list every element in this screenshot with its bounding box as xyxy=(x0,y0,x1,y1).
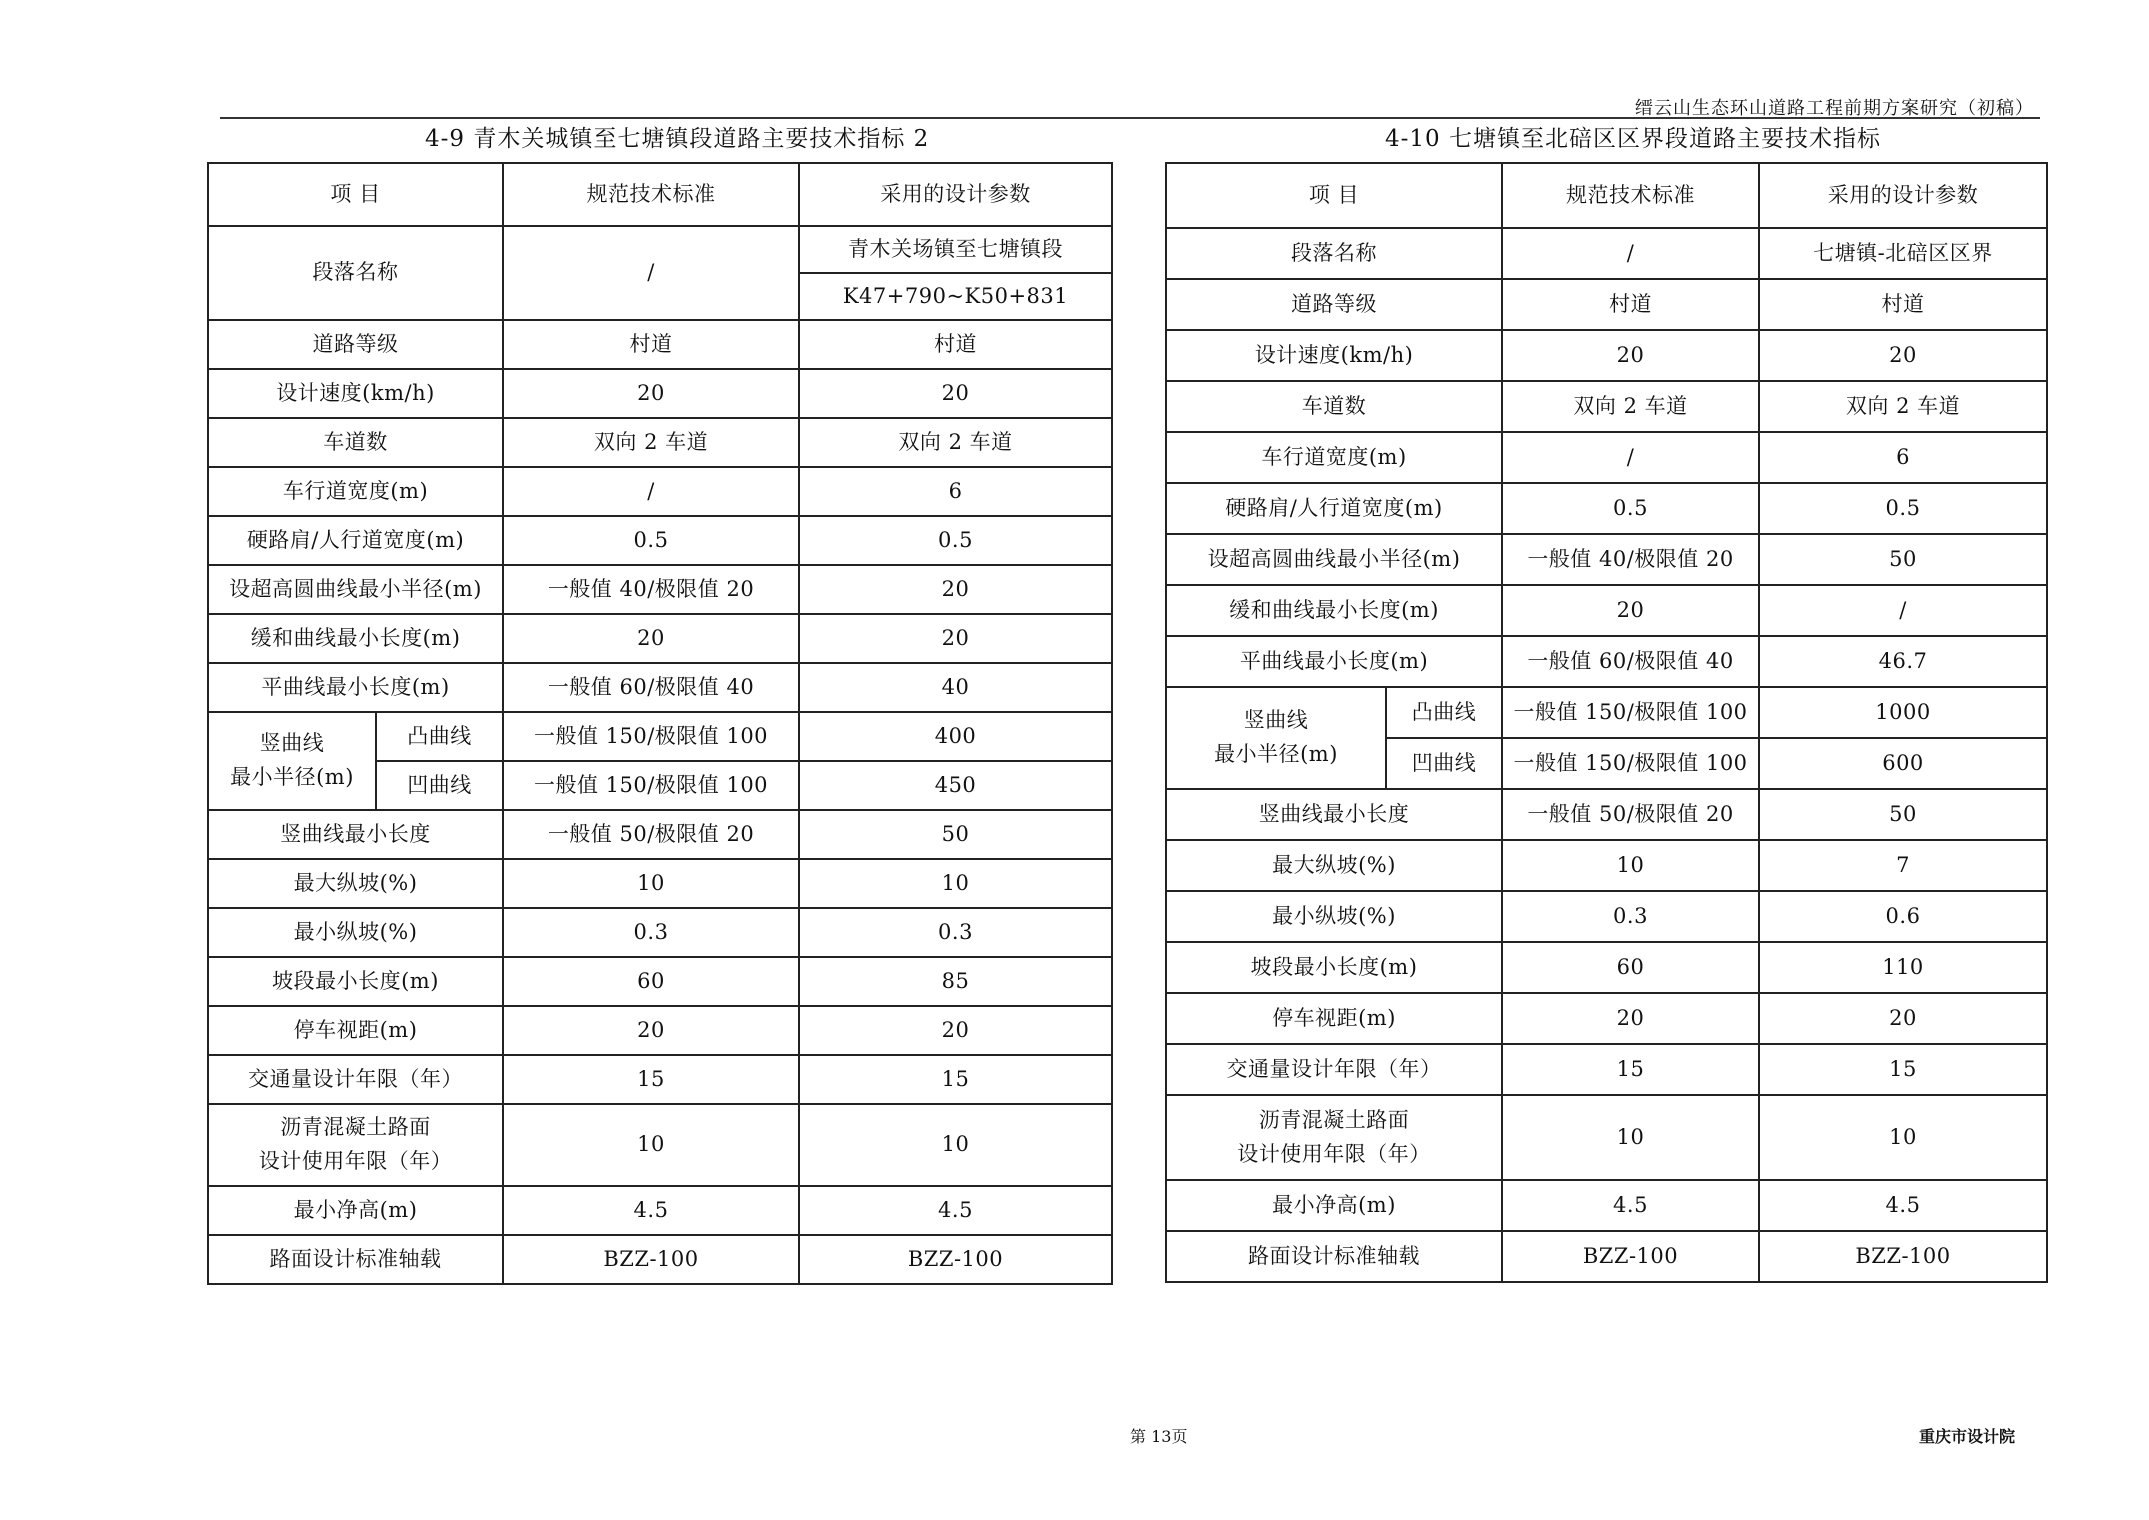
standard-cell: BZZ-100 xyxy=(1502,1231,1759,1282)
value-cell: 6 xyxy=(1759,432,2047,483)
value-cell: 村道 xyxy=(799,320,1112,369)
row-label-cell: 硬路肩/人行道宽度(m) xyxy=(208,516,503,565)
standard-cell: 10 xyxy=(1502,840,1759,891)
table-row xyxy=(1166,687,2047,738)
standard-cell: 一般值 60/极限值 40 xyxy=(503,663,799,712)
standard-cell: 一般值 150/极限值 100 xyxy=(503,712,799,761)
table-row xyxy=(1166,840,2047,891)
row-label-cell: 坡段最小长度(m) xyxy=(1166,942,1502,993)
document-header-title: 缙云山生态环山道路工程前期方案研究（初稿） xyxy=(1635,98,2034,119)
table-row xyxy=(1166,432,2047,483)
table-row xyxy=(208,163,1112,226)
row-label-cell: 竖曲线最小长度 xyxy=(1166,789,1502,840)
table-row xyxy=(208,908,1112,957)
table-row xyxy=(1166,279,2047,330)
value-cell: 20 xyxy=(1759,993,2047,1044)
table-row xyxy=(208,467,1112,516)
table-row xyxy=(1166,1180,2047,1231)
row-label-cell: 平曲线最小长度(m) xyxy=(208,663,503,712)
standard-cell: 一般值 150/极限值 100 xyxy=(1502,687,1759,738)
value-cell: 4.5 xyxy=(799,1186,1112,1235)
value-cell: 450 xyxy=(799,761,1112,810)
cell-text-line: 竖曲线 xyxy=(259,731,325,756)
table-row xyxy=(208,418,1112,467)
standard-cell: / xyxy=(1502,228,1759,279)
value-cell: 50 xyxy=(799,810,1112,859)
vertical-curve-label-cell xyxy=(208,712,376,810)
row-label-cell: 最小纵坡(%) xyxy=(208,908,503,957)
sub-label-cell: 凹曲线 xyxy=(376,761,503,810)
value-cell: 村道 xyxy=(1759,279,2047,330)
table-row xyxy=(208,369,1112,418)
table-row xyxy=(208,663,1112,712)
cell-text-line: 沥青混凝土路面 xyxy=(1258,1107,1410,1132)
table-row xyxy=(1166,585,2047,636)
standard-cell: 0.3 xyxy=(1502,891,1759,942)
table-row xyxy=(1166,483,2047,534)
standard-cell: / xyxy=(1502,432,1759,483)
value-cell: BZZ-100 xyxy=(799,1235,1112,1284)
standard-cell: 0.5 xyxy=(503,516,799,565)
sub-label-cell: 凸曲线 xyxy=(1386,687,1502,738)
row-label-cell: 最小纵坡(%) xyxy=(1166,891,1502,942)
standard-cell: 村道 xyxy=(503,320,799,369)
table-row xyxy=(1166,891,2047,942)
cell-text-line: 设计使用年限（年） xyxy=(1237,1141,1431,1166)
value-cell: 0.5 xyxy=(1759,483,2047,534)
value-cell: 50 xyxy=(1759,534,2047,585)
standard-cell: 20 xyxy=(1502,585,1759,636)
table-row xyxy=(1166,993,2047,1044)
standard-cell: 10 xyxy=(503,1104,799,1186)
standard-cell: 双向 2 车道 xyxy=(1502,381,1759,432)
table-row xyxy=(208,565,1112,614)
row-label-cell: 道路等级 xyxy=(208,320,503,369)
row-label-cell: 最小净高(m) xyxy=(208,1186,503,1235)
table-row xyxy=(208,614,1112,663)
row-label-cell: 最大纵坡(%) xyxy=(1166,840,1502,891)
table-row xyxy=(208,1104,1112,1186)
row-label-cell: 车行道宽度(m) xyxy=(208,467,503,516)
page-number: 第 13页 xyxy=(1130,1427,1188,1446)
value-cell: 15 xyxy=(1759,1044,2047,1095)
row-label-cell: 车行道宽度(m) xyxy=(1166,432,1502,483)
table-row xyxy=(208,810,1112,859)
value-cell: 7 xyxy=(1759,840,2047,891)
value-cell: 400 xyxy=(799,712,1112,761)
row-label-cell: 设超高圆曲线最小半径(m) xyxy=(208,565,503,614)
standard-cell: 20 xyxy=(503,614,799,663)
value-cell: 600 xyxy=(1759,738,2047,789)
table-row xyxy=(1166,942,2047,993)
sub-label-cell: 凸曲线 xyxy=(376,712,503,761)
cell-text-line: 竖曲线 xyxy=(1243,708,1309,733)
value-cell: K47+790~K50+831 xyxy=(799,273,1112,320)
standard-cell: 一般值 40/极限值 20 xyxy=(503,565,799,614)
standard-cell: 4.5 xyxy=(1502,1180,1759,1231)
row-label-cell: 路面设计标准轴载 xyxy=(208,1235,503,1284)
header-rule xyxy=(220,117,2040,119)
table-row xyxy=(208,1006,1112,1055)
row-label-cell: 设计速度(km/h) xyxy=(1166,330,1502,381)
cell-text-line: 最小半径(m) xyxy=(1214,742,1338,766)
value-cell: 0.3 xyxy=(799,908,1112,957)
standard-cell: 一般值 50/极限值 20 xyxy=(503,810,799,859)
table-row xyxy=(208,516,1112,565)
standard-cell: 0.5 xyxy=(1502,483,1759,534)
standard-cell: 60 xyxy=(503,957,799,1006)
value-cell: 双向 2 车道 xyxy=(1759,381,2047,432)
value-cell: 七塘镇-北碚区区界 xyxy=(1759,228,2047,279)
table-row xyxy=(1166,228,2047,279)
cell-text-line: 最小半径(m) xyxy=(230,765,354,789)
value-cell: 10 xyxy=(799,859,1112,908)
header-cell: 项 目 xyxy=(1166,163,1502,228)
standard-cell: 20 xyxy=(503,369,799,418)
row-label-cell: 缓和曲线最小长度(m) xyxy=(1166,585,1502,636)
value-cell: 20 xyxy=(799,565,1112,614)
table-row xyxy=(1166,789,2047,840)
standard-cell: 村道 xyxy=(1502,279,1759,330)
value-cell: 110 xyxy=(1759,942,2047,993)
value-cell: 10 xyxy=(1759,1095,2047,1180)
value-cell: 20 xyxy=(799,614,1112,663)
table-row xyxy=(208,957,1112,1006)
table-row xyxy=(1166,163,2047,228)
value-cell: 青木关场镇至七塘镇段 xyxy=(799,226,1112,273)
table1-technical-indicators xyxy=(207,162,1113,1285)
standard-cell: 60 xyxy=(1502,942,1759,993)
standard-cell: 20 xyxy=(1502,330,1759,381)
sub-label-cell: 凹曲线 xyxy=(1386,738,1502,789)
table-row xyxy=(208,320,1112,369)
value-cell: 46.7 xyxy=(1759,636,2047,687)
standard-cell: 15 xyxy=(1502,1044,1759,1095)
value-cell: 85 xyxy=(799,957,1112,1006)
standard-cell: 双向 2 车道 xyxy=(503,418,799,467)
organization-name: 重庆市设计院 xyxy=(1918,1427,2015,1446)
table-row xyxy=(1166,1231,2047,1282)
row-label-cell: 平曲线最小长度(m) xyxy=(1166,636,1502,687)
row-label-cell: 车道数 xyxy=(208,418,503,467)
row-label-cell: 坡段最小长度(m) xyxy=(208,957,503,1006)
row-label-cell: 道路等级 xyxy=(1166,279,1502,330)
standard-cell: 一般值 50/极限值 20 xyxy=(1502,789,1759,840)
value-cell: / xyxy=(1759,585,2047,636)
standard-cell: 10 xyxy=(503,859,799,908)
row-label-cell: 设计速度(km/h) xyxy=(208,369,503,418)
row-label-cell xyxy=(208,1104,503,1186)
table-row xyxy=(208,859,1112,908)
value-cell: 15 xyxy=(799,1055,1112,1104)
table-row xyxy=(208,1186,1112,1235)
standard-cell: 一般值 150/极限值 100 xyxy=(1502,738,1759,789)
value-cell: 0.6 xyxy=(1759,891,2047,942)
table-row xyxy=(1166,381,2047,432)
value-cell: 10 xyxy=(799,1104,1112,1186)
value-cell: 双向 2 车道 xyxy=(799,418,1112,467)
row-label-cell: 最大纵坡(%) xyxy=(208,859,503,908)
row-label-cell: 车道数 xyxy=(1166,381,1502,432)
cell-text-line: 设计使用年限（年） xyxy=(258,1149,453,1173)
row-label-cell: 交通量设计年限（年） xyxy=(208,1055,503,1104)
standard-cell: 15 xyxy=(503,1055,799,1104)
row-label-cell: 段落名称 xyxy=(208,226,503,320)
table-row xyxy=(1166,636,2047,687)
standard-cell: 10 xyxy=(1502,1095,1759,1180)
header-cell: 项 目 xyxy=(208,163,503,226)
value-cell: 20 xyxy=(799,1006,1112,1055)
value-cell: BZZ-100 xyxy=(1759,1231,2047,1282)
row-label-cell: 路面设计标准轴载 xyxy=(1166,1231,1502,1282)
row-label-cell: 交通量设计年限（年） xyxy=(1166,1044,1502,1095)
table-row xyxy=(208,1235,1112,1284)
standard-cell: 一般值 150/极限值 100 xyxy=(503,761,799,810)
standard-cell: 20 xyxy=(503,1006,799,1055)
header-cell: 规范技术标准 xyxy=(1502,163,1759,228)
row-label-cell: 缓和曲线最小长度(m) xyxy=(208,614,503,663)
table-row xyxy=(208,1055,1112,1104)
row-label-cell: 竖曲线最小长度 xyxy=(208,810,503,859)
row-label-cell xyxy=(1166,1095,1502,1180)
vertical-curve-label-cell xyxy=(1166,687,1386,789)
header-cell: 采用的设计参数 xyxy=(1759,163,2047,228)
row-label-cell: 设超高圆曲线最小半径(m) xyxy=(1166,534,1502,585)
table-row xyxy=(1166,330,2047,381)
row-label-cell: 最小净高(m) xyxy=(1166,1180,1502,1231)
value-cell: 0.5 xyxy=(799,516,1112,565)
table2-technical-indicators xyxy=(1165,162,2048,1283)
table-row xyxy=(1166,1044,2047,1095)
value-cell: 40 xyxy=(799,663,1112,712)
standard-cell: 一般值 40/极限值 20 xyxy=(1502,534,1759,585)
standard-cell: BZZ-100 xyxy=(503,1235,799,1284)
standard-cell: / xyxy=(503,226,799,320)
table1-caption: 4-9 青木关城镇至七塘镇段道路主要技术指标 2 xyxy=(425,126,930,152)
row-label-cell: 段落名称 xyxy=(1166,228,1502,279)
value-cell: 1000 xyxy=(1759,687,2047,738)
header-cell: 规范技术标准 xyxy=(503,163,799,226)
row-label-cell: 停车视距(m) xyxy=(1166,993,1502,1044)
table2-caption: 4-10 七塘镇至北碚区区界段道路主要技术指标 xyxy=(1385,126,1881,152)
table-row xyxy=(208,712,1112,761)
standard-cell: / xyxy=(503,467,799,516)
standard-cell: 一般值 60/极限值 40 xyxy=(1502,636,1759,687)
standard-cell: 4.5 xyxy=(503,1186,799,1235)
standard-cell: 20 xyxy=(1502,993,1759,1044)
table-row xyxy=(1166,534,2047,585)
table-row xyxy=(1166,1095,2047,1180)
row-label-cell: 停车视距(m) xyxy=(208,1006,503,1055)
standard-cell: 0.3 xyxy=(503,908,799,957)
header-cell: 采用的设计参数 xyxy=(799,163,1112,226)
value-cell: 20 xyxy=(1759,330,2047,381)
cell-text-line: 沥青混凝土路面 xyxy=(280,1115,431,1140)
value-cell: 50 xyxy=(1759,789,2047,840)
value-cell: 4.5 xyxy=(1759,1180,2047,1231)
table-row xyxy=(208,226,1112,273)
value-cell: 20 xyxy=(799,369,1112,418)
row-label-cell: 硬路肩/人行道宽度(m) xyxy=(1166,483,1502,534)
value-cell: 6 xyxy=(799,467,1112,516)
